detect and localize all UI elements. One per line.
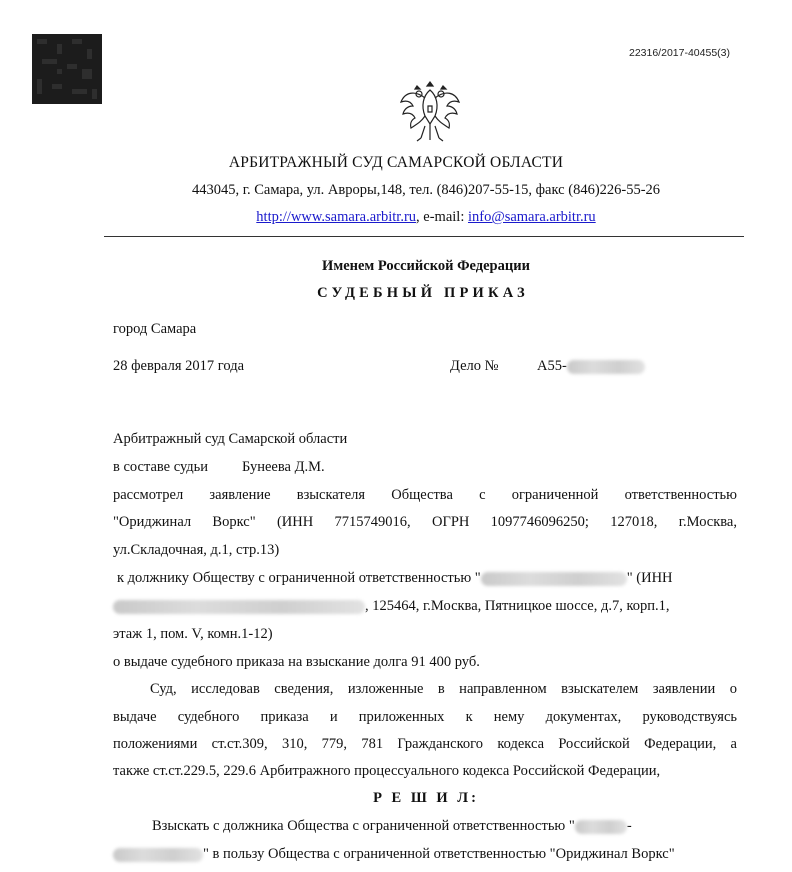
redacted-debtor-name-3 [113,848,203,862]
double-headed-eagle-emblem [395,76,465,144]
body-line-1: рассмотрел заявление взыскателя Общества с ограниченной ответственностью [113,487,737,503]
composition-label: в составе судьи [113,459,209,475]
website-link[interactable]: http://www.samara.arbitr.ru [256,209,417,225]
case-prefix: А55- [537,358,567,374]
resolution-text: Взыскать с должника Общества с ограниченной ответственностью " [152,818,575,834]
header-divider [104,236,744,237]
order-date: 28 февраля 2017 года [113,358,245,374]
redacted-debtor-ids [113,600,365,614]
case-number-field [537,358,645,375]
redacted-debtor-name [481,572,627,586]
para-line-1: Суд, исследовав сведения, изложенные в направленном взыскателем заявлении о [150,681,737,697]
case-number: 22316/2017-40455(3) [628,47,730,59]
decision-heading: Р Е Ш И Л: [373,790,479,806]
resolution-line-2 [113,846,675,863]
court-line: Арбитражный суд Самарской области [113,431,348,447]
court-name: АРБИТРАЖНЫЙ СУД САМАРСКОЙ ОБЛАСТИ [228,154,564,171]
redacted-debtor-name-2 [575,820,627,834]
email-link[interactable]: info@samara.arbitr.ru [467,209,596,225]
resolution-line-1 [152,818,632,835]
creditor-text: " в пользу Общества с ограниченной ответственностью "Ориджинал Воркс" [203,846,675,862]
case-label: Дело № [450,358,499,374]
body-line-7: о выдаче судебного приказа на взыскание долга 91 400 руб. [113,654,480,670]
document-title: СУДЕБНЫЙ ПРИКАЗ [317,285,529,301]
city: город Самара [113,321,197,337]
court-contacts [0,209,792,226]
judge-name: Бунеева Д.М. [242,459,325,475]
qr-code [32,34,102,104]
para-line-3: положениями ст.ст.309, 310, 779, 781 Гражданского кодекса Российской Федерации, а [113,736,737,752]
debtor-intro: к должнику Обществу с ограниченной ответственностью " [117,570,481,586]
email-label: , e-mail: [416,209,468,225]
body-line-4 [117,570,673,587]
body-line-5 [113,598,670,615]
para-line-2: выдаче судебного приказа и приложенных к нему документах, руководствуясь [113,709,737,725]
in-the-name-heading: Именем Российской Федерации [322,258,530,274]
resolution-dash: - [626,818,632,834]
body-line-2: "Ориджинал Воркс" (ИНН 7715749016, ОГРН 1097746096250; 127018, г.Москва, [113,514,737,530]
para-line-4: также ст.ст.229.5, 229.6 Арбитражного процессуального кодекса Российской Федерации, [113,763,661,779]
debtor-inn-label: " (ИНН [626,570,673,586]
redacted-case-number [567,360,645,374]
body-line-3: ул.Складочная, д.1, стр.13) [113,542,280,558]
court-address: 443045, г. Самара, ул. Авроры,148, тел. (846)207-55-15, факс (846)226-55-26 [191,182,661,198]
body-line-6: этаж 1, пом. V, комн.1-12) [113,626,273,642]
debtor-address: , 125464, г.Москва, Пятницкое шоссе, д.7, корп.1, [365,598,670,614]
